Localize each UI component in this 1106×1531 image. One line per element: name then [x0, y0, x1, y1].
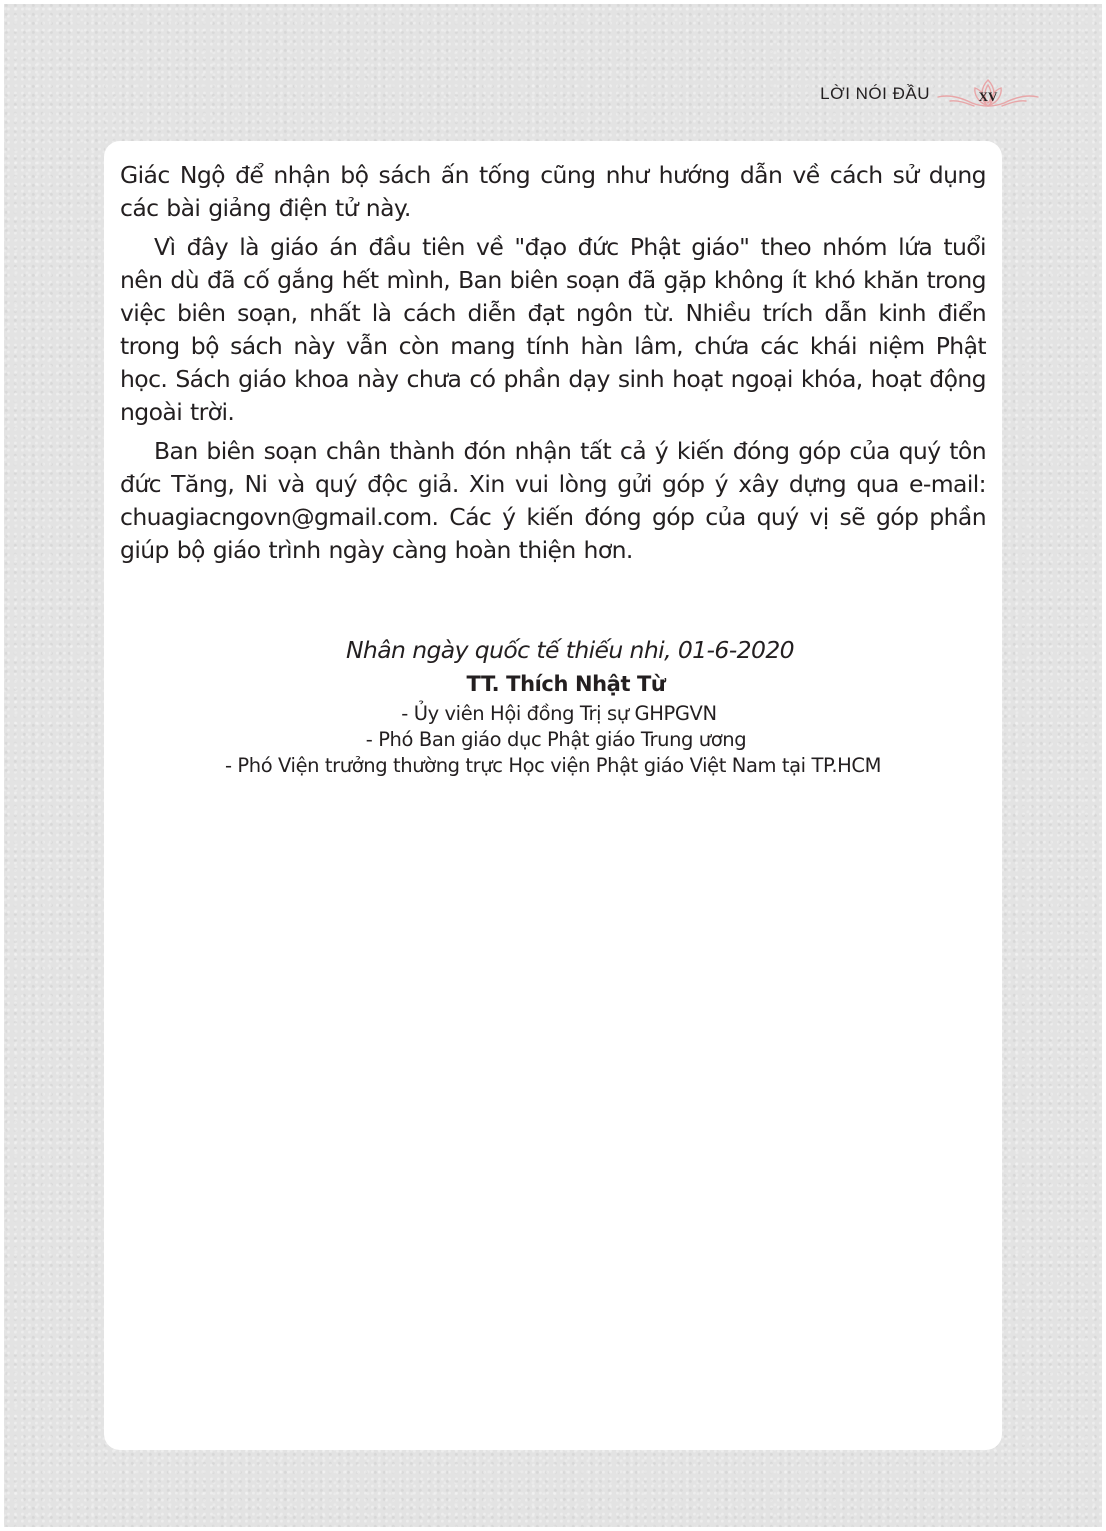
- content-card: [104, 141, 1002, 1450]
- body-text: [120, 159, 986, 573]
- signature-block: [104, 633, 1002, 779]
- section-title: LỜI NÓI ĐẦU: [820, 84, 930, 103]
- running-header: [820, 76, 1040, 112]
- paragraph-continuation: Giác Ngộ để nhận bộ sách ấn tống cũng như hướng dẫn về cách sử dụng các bài giảng điện tử này.: [120, 161, 986, 222]
- signature-role: - Phó Viện trưởng thường trực Học viện Phật giáo Việt Nam tại TP.HCM: [224, 754, 882, 777]
- paragraph-feedback: Ban biên soạn chân thành đón nhận tất cả ý kiến đóng góp của quý tôn đức Tăng, Ni và quý độc giả. Xin vui lòng gửi góp ý xây dựng qua e-mail: chuagiacngovn@gmail.com. Các ý kiến đóng góp của quý vị sẽ góp phần giúp bộ giáo trình ngày càng hoàn thiện hơn.: [120, 437, 986, 564]
- page-number: XV: [978, 89, 998, 104]
- signature-role: - Phó Ban giáo dục Phật giáo Trung ương: [365, 728, 747, 751]
- signature-name: TT. Thích Nhật Từ: [466, 672, 666, 696]
- signature-occasion: Nhân ngày quốc tế thiếu nhi, 01-6-2020: [345, 636, 795, 664]
- signature-roles: [104, 701, 1002, 779]
- page-ornament: [936, 76, 1040, 112]
- signature-role: - Ủy viên Hội đồng Trị sự GHPGVN: [401, 702, 717, 725]
- paragraph-limitations: Vì đây là giáo án đầu tiên về "đạo đức Phật giáo" theo nhóm lứa tuổi nên dù đã cố gắng hết mình, Ban biên soạn đã gặp không ít khó khăn trong việc biên soạn, nhất là cách diễn đạt ngôn từ. Nhiều trích dẫn kinh điển trong bộ sách này vẫn còn mang tính hàn lâm, chứa các khái niệm Phật học. Sách giáo khoa này chưa có phần dạy sinh hoạt ngoại khóa, hoạt động ngoài trời.: [120, 233, 986, 426]
